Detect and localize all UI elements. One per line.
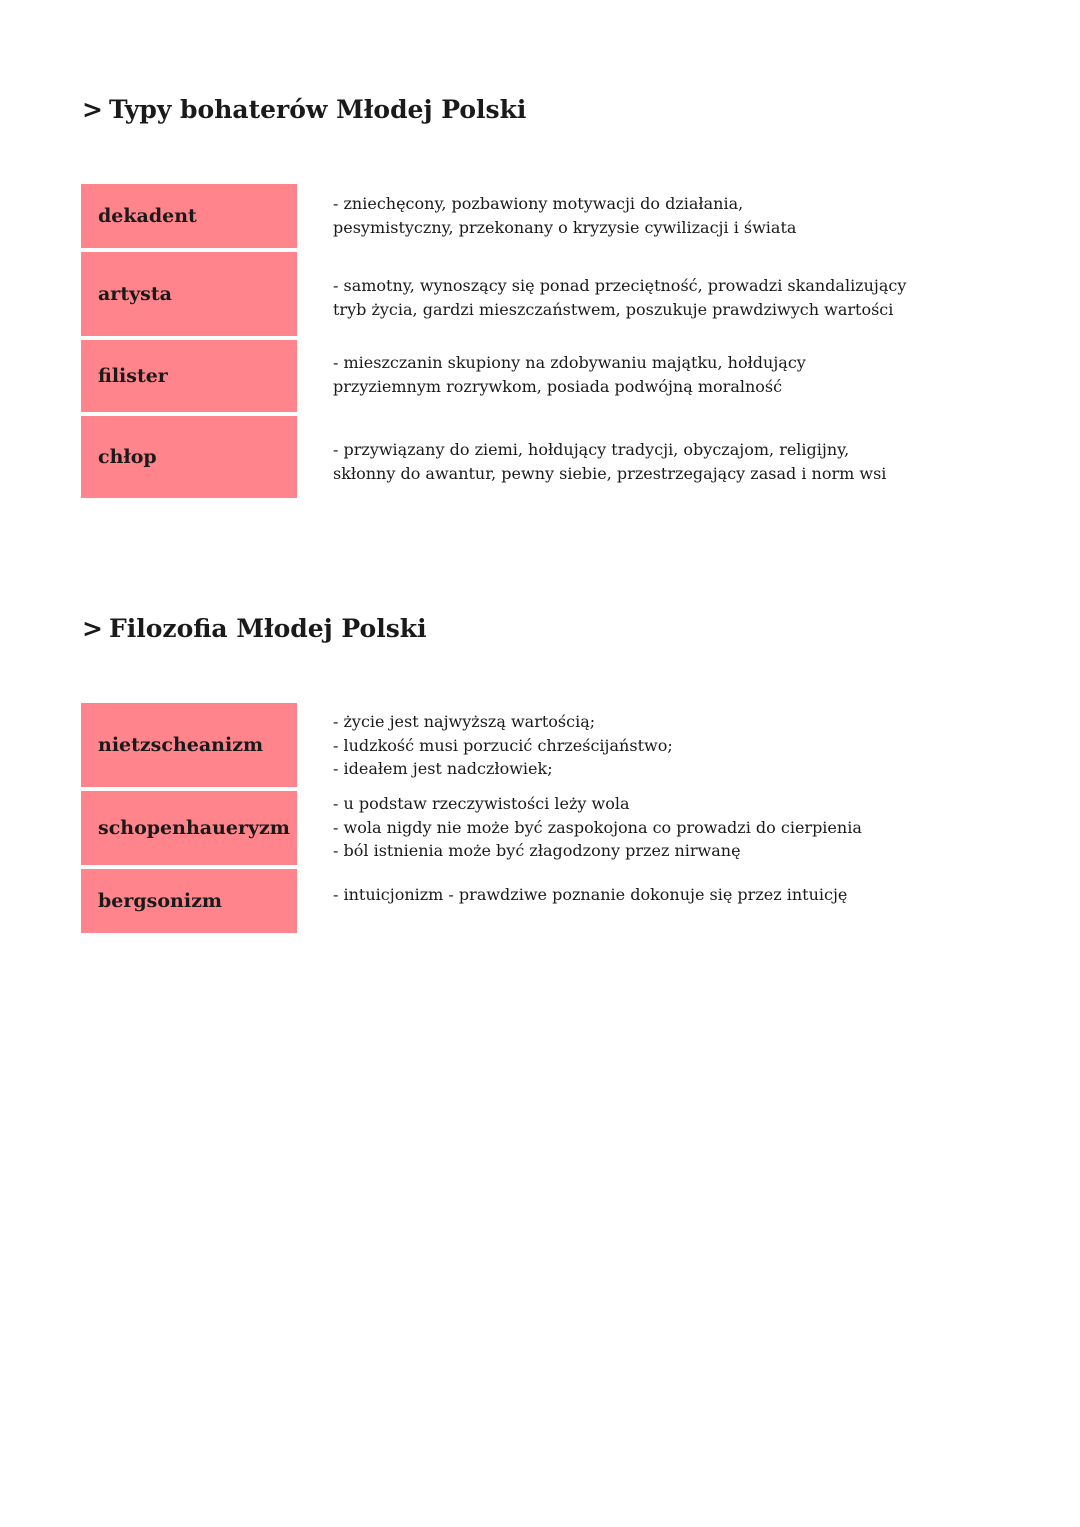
description-nietzscheanizm [333,710,1013,781]
description-dekadent [333,192,1013,239]
description-chlop [333,438,1013,485]
term-label: dekadent [98,205,197,227]
section-title-text: Typy bohaterów Młodej Polski [108,95,527,124]
term-label: chłop [98,446,157,468]
description-line: tryb życia, gardzi mieszczaństwem, poszukuje prawdziwych wartości [333,299,894,319]
term-box-nietzscheanizm [81,703,297,787]
description-line: - u podstaw rzeczywistości leży wola [333,794,630,813]
description-line: - zniechęcony, pozbawiony motywacji do działania, [333,194,744,213]
term-label: filister [98,365,168,387]
description-artysta [333,274,1013,321]
term-box-artysta [81,252,297,336]
description-line: - wola nigdy nie może być zaspokojona co prowadzi do cierpienia [333,817,862,837]
term-box-schopenhaueryzm [81,791,297,865]
description-line: skłonny do awantur, pewny siebie, przestrzegający zasad i norm wsi [333,463,887,483]
description-line: - mieszczanin skupiony na zdobywaniu majątku, hołdujący [333,353,806,372]
section-title-philosophy [82,614,427,643]
term-label: artysta [98,283,172,305]
term-box-bergsonizm [81,869,297,933]
description-filister [333,351,1013,398]
arrow-marker: > [82,614,103,643]
term-label: nietzscheanizm [98,734,264,756]
term-label: schopenhaueryzm [98,817,290,839]
description-line: - przywiązany do ziemi, hołdujący tradycji, obyczajom, religijny, [333,440,850,459]
description-line: przyziemnym rozrywkom, posiada podwójną moralność [333,376,783,396]
description-line: - ideałem jest nadczłowiek; [333,759,553,778]
term-box-dekadent [81,184,297,248]
description-line: - życie jest najwyższą wartością; [333,712,596,731]
description-line: - ludzkość musi porzucić chrześcijaństwo; [333,735,673,755]
description-line: pesymistyczny, przekonany o kryzysie cywilizacji i świata [333,217,797,237]
description-line: - samotny, wynoszący się ponad przeciętność, prowadzi skandalizujący [333,276,907,295]
term-box-filister [81,340,297,412]
description-line: - intuicjonizm - prawdziwe poznanie dokonuje się przez intuicję [333,885,848,904]
description-bergsonizm [333,883,1013,907]
description-line: - ból istnienia może być złagodzony przez nirwanę [333,841,741,860]
section-title-hero-types [82,95,526,124]
term-label: bergsonizm [98,890,222,912]
section-title-text: Filozofia Młodej Polski [108,614,427,643]
description-schopenhaueryzm [333,792,1013,863]
term-box-chlop [81,416,297,498]
arrow-marker: > [82,95,103,124]
